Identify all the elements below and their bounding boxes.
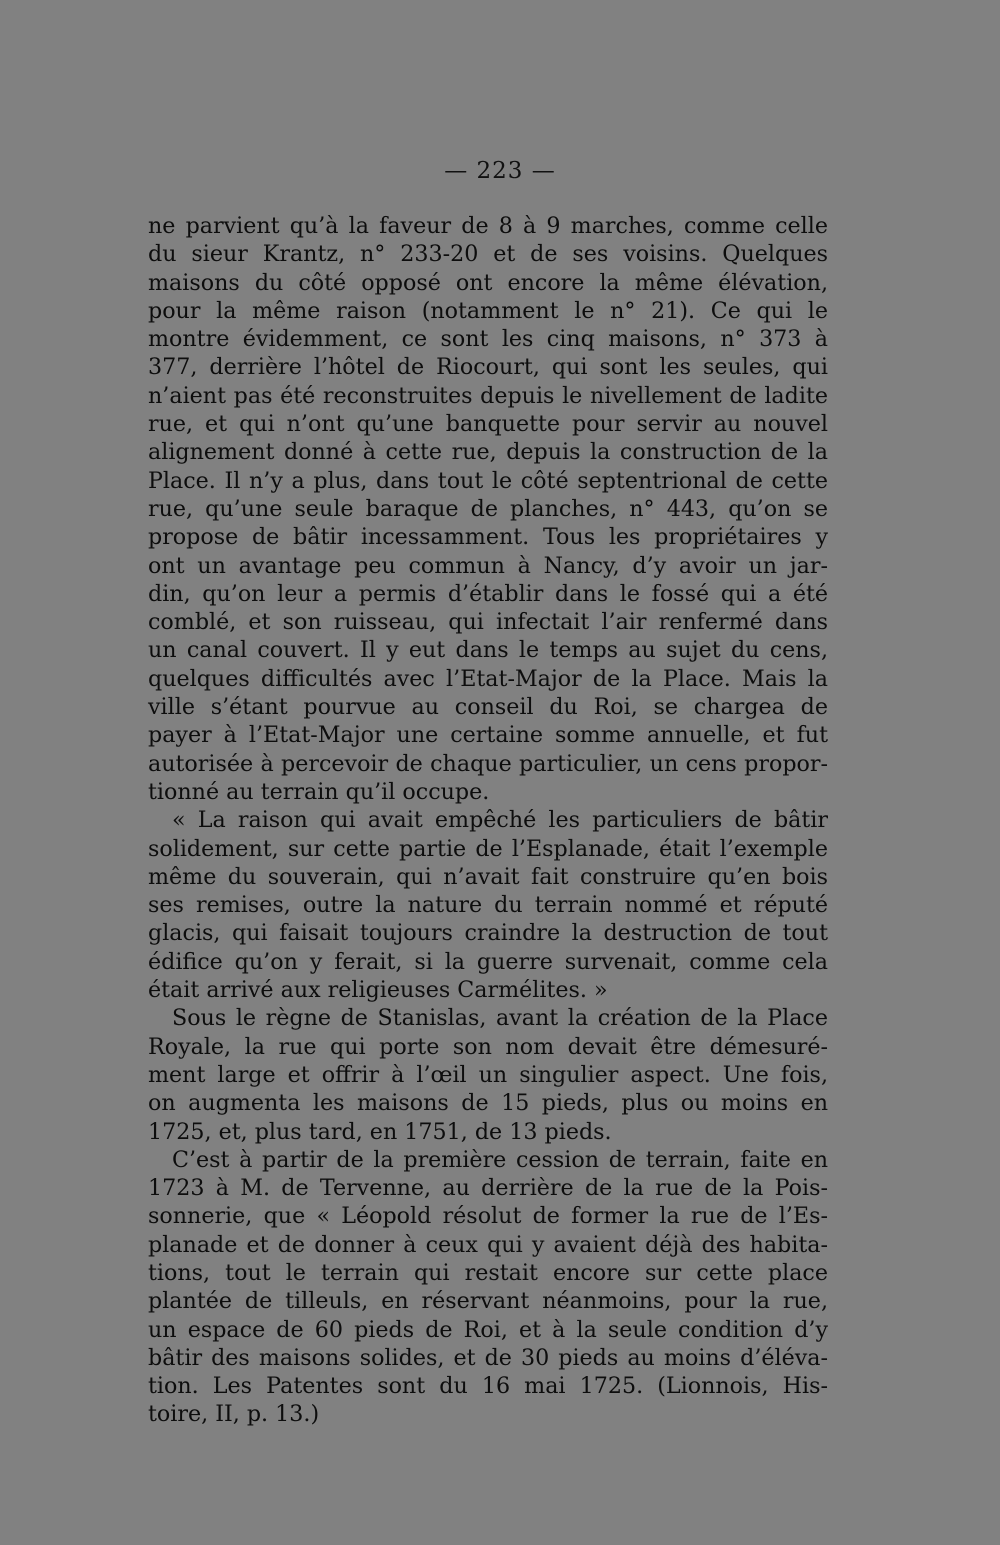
text-line: ne parvient qu’à la faveur de 8 à 9 marches, comme celle [148, 213, 828, 239]
text-line: din, qu’on leur a permis d’établir dans le fossé qui a été [148, 580, 828, 607]
text-line: alignement donné à cette rue, depuis la construction de la [148, 439, 828, 466]
text-line: 377, derrière l’hôtel de Riocourt, qui sont les seules, qui [148, 354, 828, 381]
text-line: tions, tout le terrain qui restait encore sur cette place [148, 1259, 828, 1286]
text-line: édifice qu’on y ferait, si la guerre survenait, comme cela [148, 948, 828, 975]
text-line: autorisée à percevoir de chaque particulier, un cens propor- [148, 750, 828, 777]
text-line: Royale, la rue qui porte son nom devait être démesuré- [148, 1033, 828, 1060]
text-line: propose de bâtir incessamment. Tous les propriétaires y [148, 524, 828, 551]
text-line: 1725, et, plus tard, en 1751, de 13 pieds. [148, 1118, 612, 1145]
text-line: sonnerie, que « Léopold résolut de former la rue de l’Es- [148, 1203, 828, 1230]
text-line: tionné au terrain qu’il occupe. [148, 778, 490, 805]
text-line: était arrivé aux religieuses Carmélites. » [148, 977, 608, 1004]
text-line: toire, II, p. 13.) [148, 1401, 320, 1428]
text-line: rue, et qui n’ont qu’une banquette pour servir au nouvel [148, 411, 828, 438]
text-line: montre évidemment, ce sont les cinq maisons, n° 373 à [148, 326, 828, 353]
text-line: solidement, sur cette partie de l’Esplanade, était l’exemple [148, 835, 828, 862]
text-line: n’aient pas été reconstruites depuis le nivellement de ladite [148, 382, 828, 409]
text-line: ont un avantage peu commun à Nancy, d’y avoir un jar- [148, 552, 828, 579]
text-line: même du souverain, qui n’avait fait construire qu’en bois [148, 863, 828, 890]
text-line: un canal couvert. Il y eut dans le temps au sujet du cens, [148, 637, 828, 664]
text-line: glacis, qui faisait toujours craindre la destruction de tout [148, 920, 828, 947]
body-text [148, 212, 828, 1429]
text-line: ment large et offrir à l’œil un singulier aspect. Une fois, [148, 1061, 828, 1088]
text-line: Place. Il n’y a plus, dans tout le côté septentrional de cette [148, 467, 828, 494]
text-line: « La raison qui avait empêché les particuliers de bâtir [172, 807, 828, 834]
text-line: ville s’étant pourvue au conseil du Roi, se chargea de [148, 694, 828, 721]
text-line: bâtir des maisons solides, et de 30 pieds au moins d’éléva- [148, 1344, 828, 1371]
text-line: rue, qu’une seule baraque de planches, n° 443, qu’on se [148, 495, 828, 522]
text-line: ses remises, outre la nature du terrain nommé et réputé [148, 892, 828, 919]
text-line: 1723 à M. de Tervenne, au derrière de la rue de la Pois- [148, 1175, 828, 1202]
text-line: Sous le règne de Stanislas, avant la création de la Place [172, 1005, 828, 1032]
text-line: on augmenta les maisons de 15 pieds, plus ou moins en [148, 1090, 828, 1117]
text-line: du sieur Krantz, n° 233-20 et de ses voisins. Quelques [148, 241, 828, 268]
text-line: maisons du côté opposé ont encore la même élévation, [148, 269, 828, 296]
text-line: C’est à partir de la première cession de terrain, faite en [172, 1146, 828, 1173]
text-line: planade et de donner à ceux qui y avaient déjà des habita- [148, 1231, 828, 1258]
text-line: pour la même raison (notamment le n° 21). Ce qui le [148, 297, 828, 324]
text-line: tion. Les Patentes sont du 16 mai 1725. (Lionnois, His- [148, 1373, 828, 1400]
text-line: payer à l’Etat-Major une certaine somme annuelle, et fut [148, 722, 828, 749]
text-line: quelques difficultés avec l’Etat-Major de la Place. Mais la [148, 665, 828, 692]
text-line: comblé, et son ruisseau, qui infectait l’air renfermé dans [148, 609, 828, 636]
page-number: — 223 — [444, 158, 556, 184]
text-line: plantée de tilleuls, en réservant néanmoins, pour la rue, [148, 1288, 828, 1315]
text-line: un espace de 60 pieds de Roi, et à la seule condition d’y [148, 1316, 828, 1343]
